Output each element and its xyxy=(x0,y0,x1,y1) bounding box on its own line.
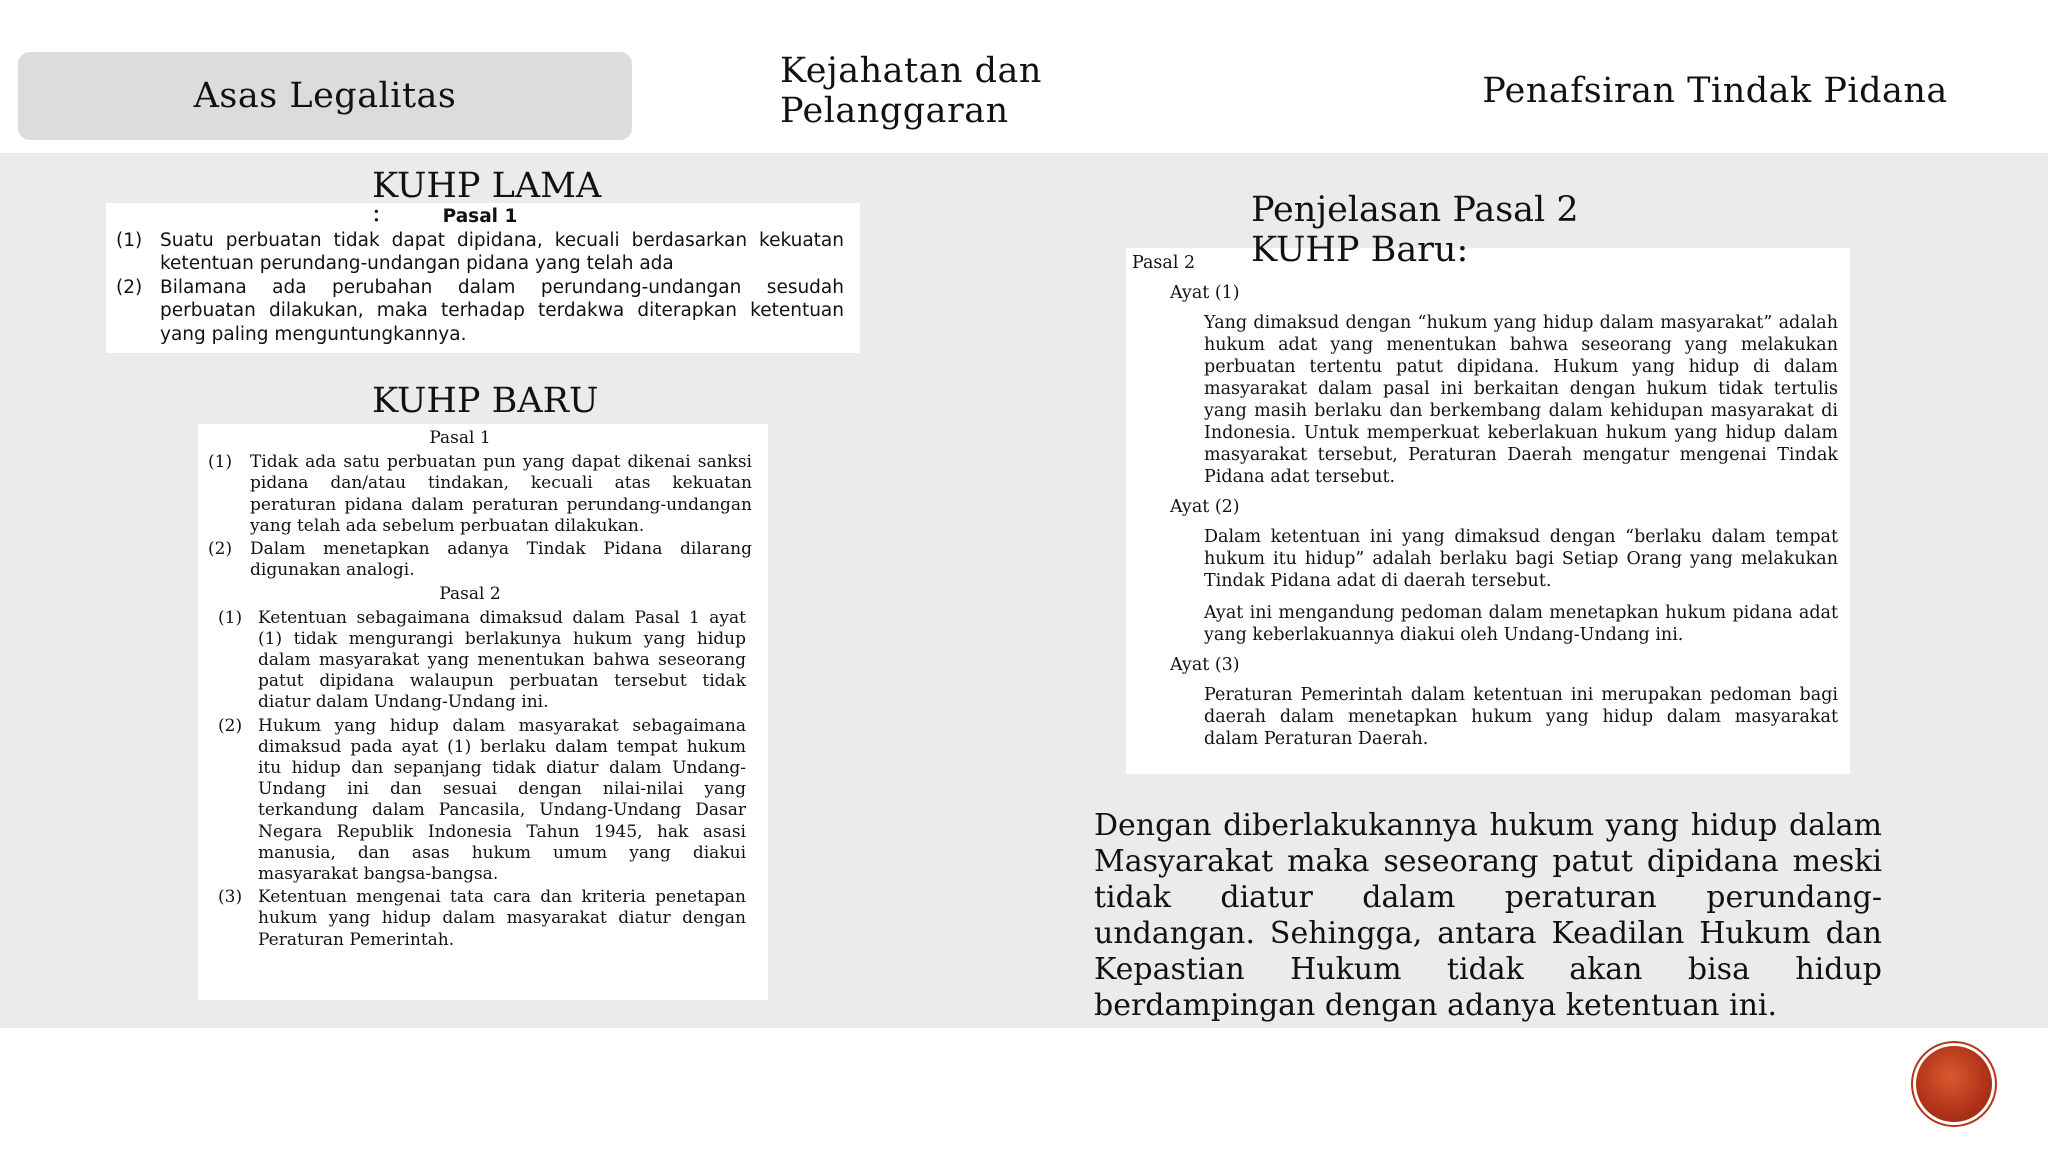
tab-penafsiran-tindak-pidana[interactable] xyxy=(1470,52,1960,130)
ayat-1-text: Yang dimaksud dengan “hukum yang hidup dalam masyarakat” adalah hukum adat yang menentukan bahwa seseorang yang melakukan perbuatan tertentu patut dipidana. Hukum yang hidup di dalam masyarakat dalam pasal ini berkaitan dengan hukum tidak tertulis yang masih berlaku dan berkembang dalam kehidupan masyarakat di Indonesia. Untuk memperkuat keberlakuan hukum yang hidup dalam masyarakat tersebut, Peraturan Daerah mengatur mengenai Tindak Pidana adat tersebut. xyxy=(1204,313,1838,487)
kuhp-lama-heading: KUHP LAMA xyxy=(372,166,602,206)
item-text: Ketentuan sebagaimana dimaksud dalam Pasal 1 ayat (1) tidak mengurangi berlakunya hukum yang hidup dalam masyarakat yang menentukan bahwa seseorang patut dipidana walaupun perbuatan tersebut tidak diatur dalam Undang-Undang ini. xyxy=(258,607,746,713)
pasal-2-item xyxy=(218,608,746,714)
tab-kejahatan-dan-pelanggaran[interactable] xyxy=(780,52,1270,130)
ayat-2-text: Ayat ini mengandung pedoman dalam menetapkan hukum pidana adat yang keberlakuannya diakui oleh Undang-Undang ini. xyxy=(1204,603,1838,645)
item-number: (2) xyxy=(116,276,143,298)
pasal-1-item xyxy=(208,539,752,581)
conclusion-paragraph: Dengan diberlakukannya hukum yang hidup dalam Masyarakat maka seseorang patut dipidana meski tidak diatur dalam peraturan perundang-undangan. Sehingga, antara Keadilan Hukum dan Kepastian Hukum tidak akan bisa hidup berdampingan dengan adanya ketentuan ini. xyxy=(1094,808,1882,1023)
item-text: Bilamana ada perubahan dalam perundang-undangan sesudah perbuatan dilakukan, maka terhadap terdakwa diterapkan ketentuan yang paling menguntungkannya. xyxy=(160,276,844,345)
kuhp-lama-pasal-title: Pasal 1 xyxy=(442,206,518,227)
item-text: Hukum yang hidup dalam masyarakat sebagaimana dimaksud pada ayat (1) berlaku dalam tempat hukum itu hidup dan sepanjang tidak diatur dalam Undang-Undang ini dan sesuai dengan nilai-nilai yang terkandung dalam Pancasila, Undang-Undang Dasar Negara Republik Indonesia Tahun 1945, hak asasi manusia, dan asas hukum umum yang diakui masyarakat bangsa-bangsa. xyxy=(258,715,746,885)
item-number: (1) xyxy=(208,452,233,473)
penjelasan-document xyxy=(1126,248,1850,774)
kuhp-lama-document xyxy=(106,203,860,353)
tab-label: Asas Legalitas xyxy=(193,76,457,116)
pasal-1-item xyxy=(208,452,752,537)
pasal-2-list xyxy=(208,608,752,951)
kuhp-baru-heading: KUHP BARU xyxy=(372,381,599,421)
kuhp-lama-heading-colon: : xyxy=(372,198,381,228)
penjelasan-pasal-title: Pasal 2 xyxy=(1132,253,1196,273)
item-number: (2) xyxy=(218,715,243,736)
pasal-2-title: Pasal 2 xyxy=(439,584,501,605)
item-number: (2) xyxy=(208,539,233,560)
ayat-3-text: Peraturan Pemerintah dalam ketentuan ini merupakan pedoman bagi daerah dalam menetapkan hukum yang hidup dalam masyarakat dalam Peraturan Daerah. xyxy=(1204,685,1838,749)
item-text: Tidak ada satu perbuatan pun yang dapat dikenai sanksi pidana dan/atau tindakan, kecuali atas kekuatan peraturan pidana dalam peraturan perundang-undangan yang telah ada sebelum perbuatan dilakukan. xyxy=(250,452,752,536)
ayat-3-label: Ayat (3) xyxy=(1170,655,1240,675)
pasal-2-item xyxy=(218,716,746,886)
item-text: Dalam menetapkan adanya Tindak Pidana dilarang digunakan analogi. xyxy=(250,539,752,581)
item-number: (1) xyxy=(116,229,143,251)
item-number: (1) xyxy=(218,607,243,628)
red-circle-logo-icon xyxy=(1916,1046,1992,1122)
item-text: Ketentuan mengenai tata cara dan kriteria penetapan hukum yang hidup dalam masyarakat diatur dengan Peraturan Pemerintah. xyxy=(258,887,746,950)
item-number: (3) xyxy=(218,887,243,908)
kuhp-lama-item xyxy=(116,276,844,347)
ayat-2-label: Ayat (2) xyxy=(1170,497,1240,517)
ayat-1-label: Ayat (1) xyxy=(1170,283,1240,303)
kuhp-baru-document xyxy=(198,424,768,1000)
penjelasan-heading: Penjelasan Pasal 2 KUHP Baru: xyxy=(1251,190,1579,270)
kuhp-lama-item xyxy=(116,229,844,276)
tab-asas-legalitas[interactable] xyxy=(18,52,632,140)
tab-label: Penafsiran Tindak Pidana xyxy=(1482,71,1948,111)
tab-label: Kejahatan dan Pelanggaran xyxy=(780,51,1042,131)
pasal-2-item xyxy=(218,887,746,951)
pasal-1-title: Pasal 1 xyxy=(429,428,491,448)
item-text: Suatu perbuatan tidak dapat dipidana, kecuali berdasarkan kekuatan ketentuan perundang-undangan pidana yang telah ada xyxy=(160,229,844,274)
ayat-2-text: Dalam ketentuan ini yang dimaksud dengan “berlaku dalam tempat hukum itu hidup” adalah berlaku bagi Setiap Orang yang melakukan Tindak Pidana adat di daerah tersebut. xyxy=(1204,527,1838,591)
